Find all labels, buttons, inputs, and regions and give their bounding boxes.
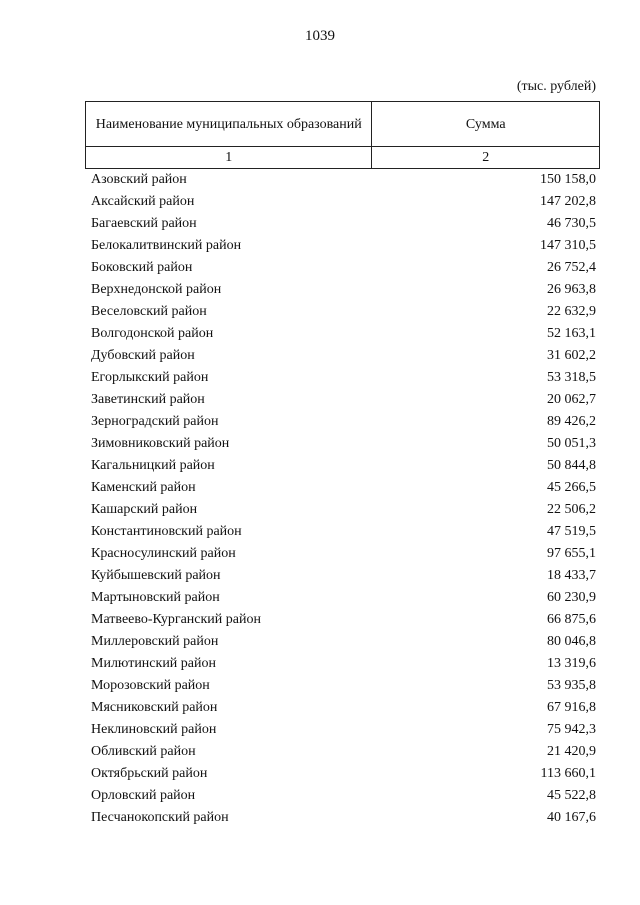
sum-value: 113 660,1 xyxy=(540,766,596,781)
municipality-name: Заветинский район xyxy=(91,392,205,407)
table-row xyxy=(91,477,596,499)
sum-value: 18 433,7 xyxy=(547,568,596,583)
municipality-name: Обливский район xyxy=(91,744,196,759)
sum-value: 50 051,3 xyxy=(547,436,596,451)
column-number-1: 1 xyxy=(86,147,372,169)
column-number-2: 2 xyxy=(372,147,600,169)
table-row xyxy=(91,191,596,213)
table-row xyxy=(91,631,596,653)
municipality-name: Морозовский район xyxy=(91,678,210,693)
sum-value: 47 519,5 xyxy=(547,524,596,539)
table-row xyxy=(91,389,596,411)
sum-value: 22 632,9 xyxy=(547,304,596,319)
municipality-name: Красносулинский район xyxy=(91,546,236,561)
header-row xyxy=(86,102,600,147)
sum-value: 60 230,9 xyxy=(547,590,596,605)
table-row xyxy=(91,367,596,389)
sum-value: 20 062,7 xyxy=(547,392,596,407)
sum-value: 147 310,5 xyxy=(540,238,596,253)
municipality-name: Веселовский район xyxy=(91,304,207,319)
column-number-row xyxy=(86,147,600,169)
sum-value: 45 266,5 xyxy=(547,480,596,495)
table-row xyxy=(91,587,596,609)
table-row xyxy=(91,763,596,785)
table-row xyxy=(91,807,596,829)
sum-value: 80 046,8 xyxy=(547,634,596,649)
table-row xyxy=(91,257,596,279)
municipality-name: Багаевский район xyxy=(91,216,197,231)
page-number: 1039 xyxy=(305,28,335,44)
table-row xyxy=(91,697,596,719)
municipality-name: Кагальницкий район xyxy=(91,458,215,473)
table-row xyxy=(91,675,596,697)
municipality-name: Егорлыкский район xyxy=(91,370,209,385)
municipality-name: Боковский район xyxy=(91,260,193,275)
table-row xyxy=(91,719,596,741)
sum-value: 53 318,5 xyxy=(547,370,596,385)
sum-value: 147 202,8 xyxy=(540,194,596,209)
municipality-name: Константиновский район xyxy=(91,524,242,539)
table-row xyxy=(91,565,596,587)
table-row xyxy=(91,345,596,367)
sum-value: 26 963,8 xyxy=(547,282,596,297)
table-row xyxy=(91,323,596,345)
sum-value: 66 875,6 xyxy=(547,612,596,627)
municipality-name: Песчанокопский район xyxy=(91,810,229,825)
table-row xyxy=(91,455,596,477)
municipality-name: Белокалитвинский район xyxy=(91,238,242,253)
municipality-name: Дубовский район xyxy=(91,348,195,363)
sum-value: 26 752,4 xyxy=(547,260,596,275)
municipality-name: Каменский район xyxy=(91,480,196,495)
municipality-name: Матвеево-Курганский район xyxy=(91,612,261,627)
table-row xyxy=(91,213,596,235)
table-row xyxy=(91,279,596,301)
sum-value: 22 506,2 xyxy=(547,502,596,517)
municipality-name: Милютинский район xyxy=(91,656,217,671)
table-row xyxy=(91,741,596,763)
municipality-name: Зимовниковский район xyxy=(91,436,230,451)
sum-value: 150 158,0 xyxy=(540,172,596,187)
municipality-name: Октябрьский район xyxy=(91,766,208,781)
sum-value: 40 167,6 xyxy=(547,810,596,825)
table-row xyxy=(91,521,596,543)
table-row xyxy=(91,543,596,565)
sum-value: 21 420,9 xyxy=(547,744,596,759)
table-row xyxy=(91,609,596,631)
sum-value: 46 730,5 xyxy=(547,216,596,231)
sum-value: 67 916,8 xyxy=(547,700,596,715)
table-row xyxy=(91,235,596,257)
units-note: (тыс. рублей) xyxy=(516,79,596,94)
municipality-name: Верхнедонской район xyxy=(91,282,222,297)
municipality-name: Аксайский район xyxy=(91,194,195,209)
table-row xyxy=(91,433,596,455)
municipality-name: Кашарский район xyxy=(91,502,198,517)
table-row xyxy=(91,653,596,675)
municipality-name: Волгодонской район xyxy=(91,326,214,341)
sum-value: 89 426,2 xyxy=(547,414,596,429)
municipality-list xyxy=(91,169,596,829)
table-row xyxy=(91,411,596,433)
sum-value: 13 319,6 xyxy=(547,656,596,671)
municipality-name: Мясниковский район xyxy=(91,700,218,715)
municipality-name: Мартыновский район xyxy=(91,590,220,605)
municipality-name: Зерноградский район xyxy=(91,414,219,429)
sum-value: 53 935,8 xyxy=(547,678,596,693)
table-row xyxy=(91,301,596,323)
municipality-name: Куйбышевский район xyxy=(91,568,221,583)
sum-value: 50 844,8 xyxy=(547,458,596,473)
sum-value: 52 163,1 xyxy=(547,326,596,341)
sum-value: 31 602,2 xyxy=(547,348,596,363)
table-row xyxy=(91,785,596,807)
municipality-name: Орловский район xyxy=(91,788,196,803)
sum-value: 75 942,3 xyxy=(547,722,596,737)
sum-value: 45 522,8 xyxy=(547,788,596,803)
municipality-name: Миллеровский район xyxy=(91,634,219,649)
table-header xyxy=(85,101,600,169)
header-sum: Сумма xyxy=(372,102,600,147)
municipality-name: Азовский район xyxy=(91,172,187,187)
table-row xyxy=(91,499,596,521)
municipality-name: Неклиновский район xyxy=(91,722,217,737)
header-municipality-name: Наименование муниципальных образований xyxy=(86,102,372,147)
sum-value: 97 655,1 xyxy=(547,546,596,561)
table-row xyxy=(91,169,596,191)
